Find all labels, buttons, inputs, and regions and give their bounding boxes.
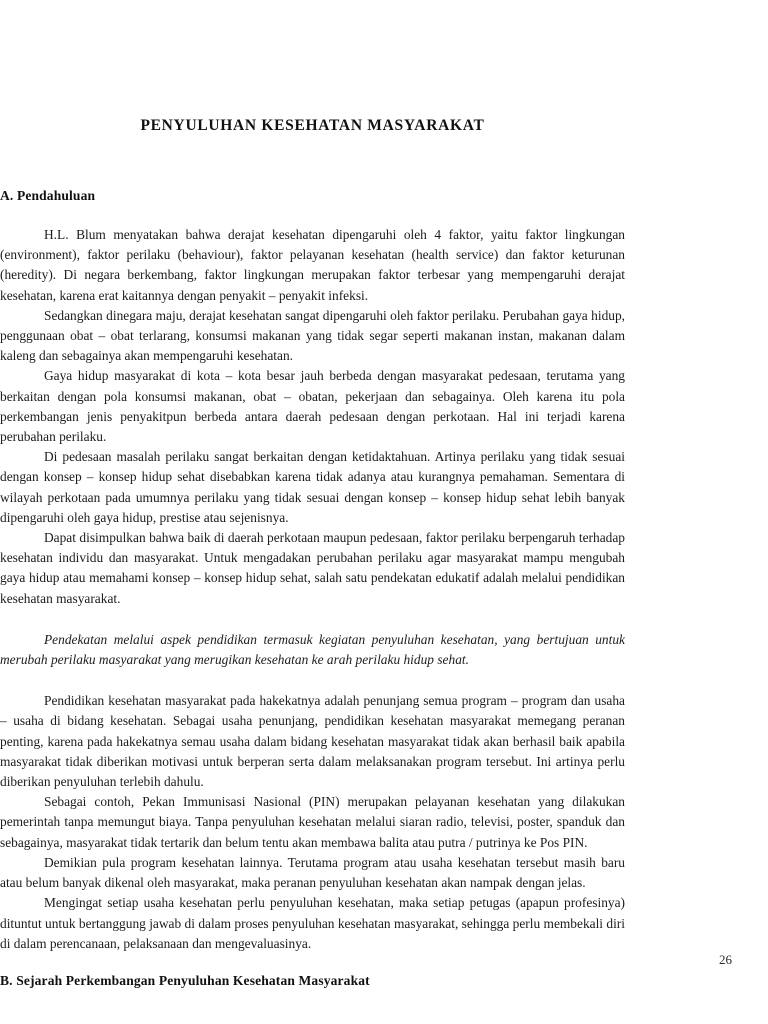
section-heading-a: A. Pendahuluan (0, 188, 96, 203)
section-heading-b: B. Sejarah Perkembangan Penyuluhan Kesehatan Masyarakat (0, 972, 370, 988)
spacer (0, 954, 625, 973)
page-number: 26 (719, 952, 732, 967)
spacer (0, 670, 625, 691)
paragraph-1: H.L. Blum menyatakan bahwa derajat kesehatan dipengaruhi oleh 4 faktor, yaitu faktor lingkungan (environment), faktor perilaku (behaviour), faktor pelayanan kesehatan (health service) dan faktor keturunan (heredity). Di negara berkembang, faktor lingkungan merupakan faktor terbesar yang mempengaruhi derajat kesehatan, karena erat kaitannya dengan penyakit – penyakit infeksi. (0, 227, 625, 303)
spacer (0, 204, 625, 225)
paragraph-9: Mengingat setiap usaha kesehatan perlu penyuluhan kesehatan, maka setiap petugas (apapun profesinya) dituntut untuk bertanggung jawab di dalam proses penyuluhan kesehatan masyarakat, sehingga perlu membekali diri di dalam perencanaan, pelaksanaan dan mengevaluasinya. (0, 895, 625, 951)
spacer (0, 609, 625, 630)
paragraph-2: Sedangkan dinegara maju, derajat kesehatan sangat dipengaruhi oleh faktor perilaku. Perubahan gaya hidup, penggunaan obat – obat terlarang, konsumsi makanan yang tidak segar seperti makanan instan, makanan dalam kaleng dan sebagainya akan mempengaruhi kesehatan. (0, 307, 625, 364)
paragraph-8: Demikian pula program kesehatan lainnya. Terutama program atau usaha kesehatan tersebut masih baru atau belum banyak dikenal oleh masyarakat, maka peranan penyuluhan kesehatan akan nampak dengan jelas. (0, 854, 625, 891)
paragraph-5: Dapat disimpulkan bahwa baik di daerah perkotaan maupun pedesaan, faktor perilaku berpengaruh terhadap kesehatan individu dan masyarakat. Untuk mengadakan perubahan perilaku agar masyarakat mampu mengubah gaya hidup atau memahami konsep – konsep hidup sehat, salah satu pendekatan edukatif adalah melalui pendidikan kesehatan masyarakat. (0, 530, 625, 606)
emphasis-paragraph: Pendekatan melalui aspek pendidikan termasuk kegiatan penyuluhan kesehatan, yang bertujuan untuk merubah perilaku masyarakat yang merugikan kesehatan ke arah perilaku hidup sehat. (0, 631, 625, 668)
paragraph-6: Pendidikan kesehatan masyarakat pada hakekatnya adalah penunjang semua program – program dan usaha – usaha di bidang kesehatan. Sebagai usaha penunjang, pendidikan kesehatan masyarakat memegang peranan penting, karena pada hakekatnya semau usaha dalam bidang kesehatan masyarakat tidak akan berhasil baik apabila masyarakat tidak diberikan motivasi untuk berperan serta dalam melaksanakan program tersebut. Ini artinya perlu diberikan penyuluhan terlebih dahulu. (0, 693, 625, 790)
document-body (0, 188, 625, 989)
page-title: PENYULUHAN KESEHATAN MASYARAKAT (140, 117, 485, 134)
paragraph-7: Sebagai contoh, Pekan Immunisasi Nasional (PIN) merupakan pelayanan kesehatan yang dilakukan pemerintah tanpa memungut biaya. Tanpa penyuluhan kesehatan melalui siaran radio, televisi, poster, spanduk dan sebagainya, masyarakat tidak tertarik dan belum tentu akan membawa balita atau putra / putrinya ke Pos PIN. (0, 794, 625, 850)
paragraph-3: Gaya hidup masyarakat di kota – kota besar jauh berbeda dengan masyarakat pedesaan, terutama yang berkaitan dengan pola konsumsi makanan, obat – obatan, pekerjaan dan sebagainya. Oleh karena itu pola perkembangan jenis penyakitpun berbeda antara daerah pedesaan dengan perkotaan. Hal ini terjadi karena perubahan perilaku. (0, 368, 625, 445)
paragraph-4: Di pedesaan masalah perilaku sangat berkaitan dengan ketidaktahuan. Artinya perilaku yang tidak sesuai dengan konsep – konsep hidup sehat disebabkan karena tidak adanya atau kurangnya pemahaman. Sementara di wilayah perkotaan pada umumnya perilaku yang tidak sesuai dengan konsep – konsep hidup sehat lebih banyak dipengaruhi oleh gaya hidup, prestise atau sejenisnya. (0, 449, 625, 525)
